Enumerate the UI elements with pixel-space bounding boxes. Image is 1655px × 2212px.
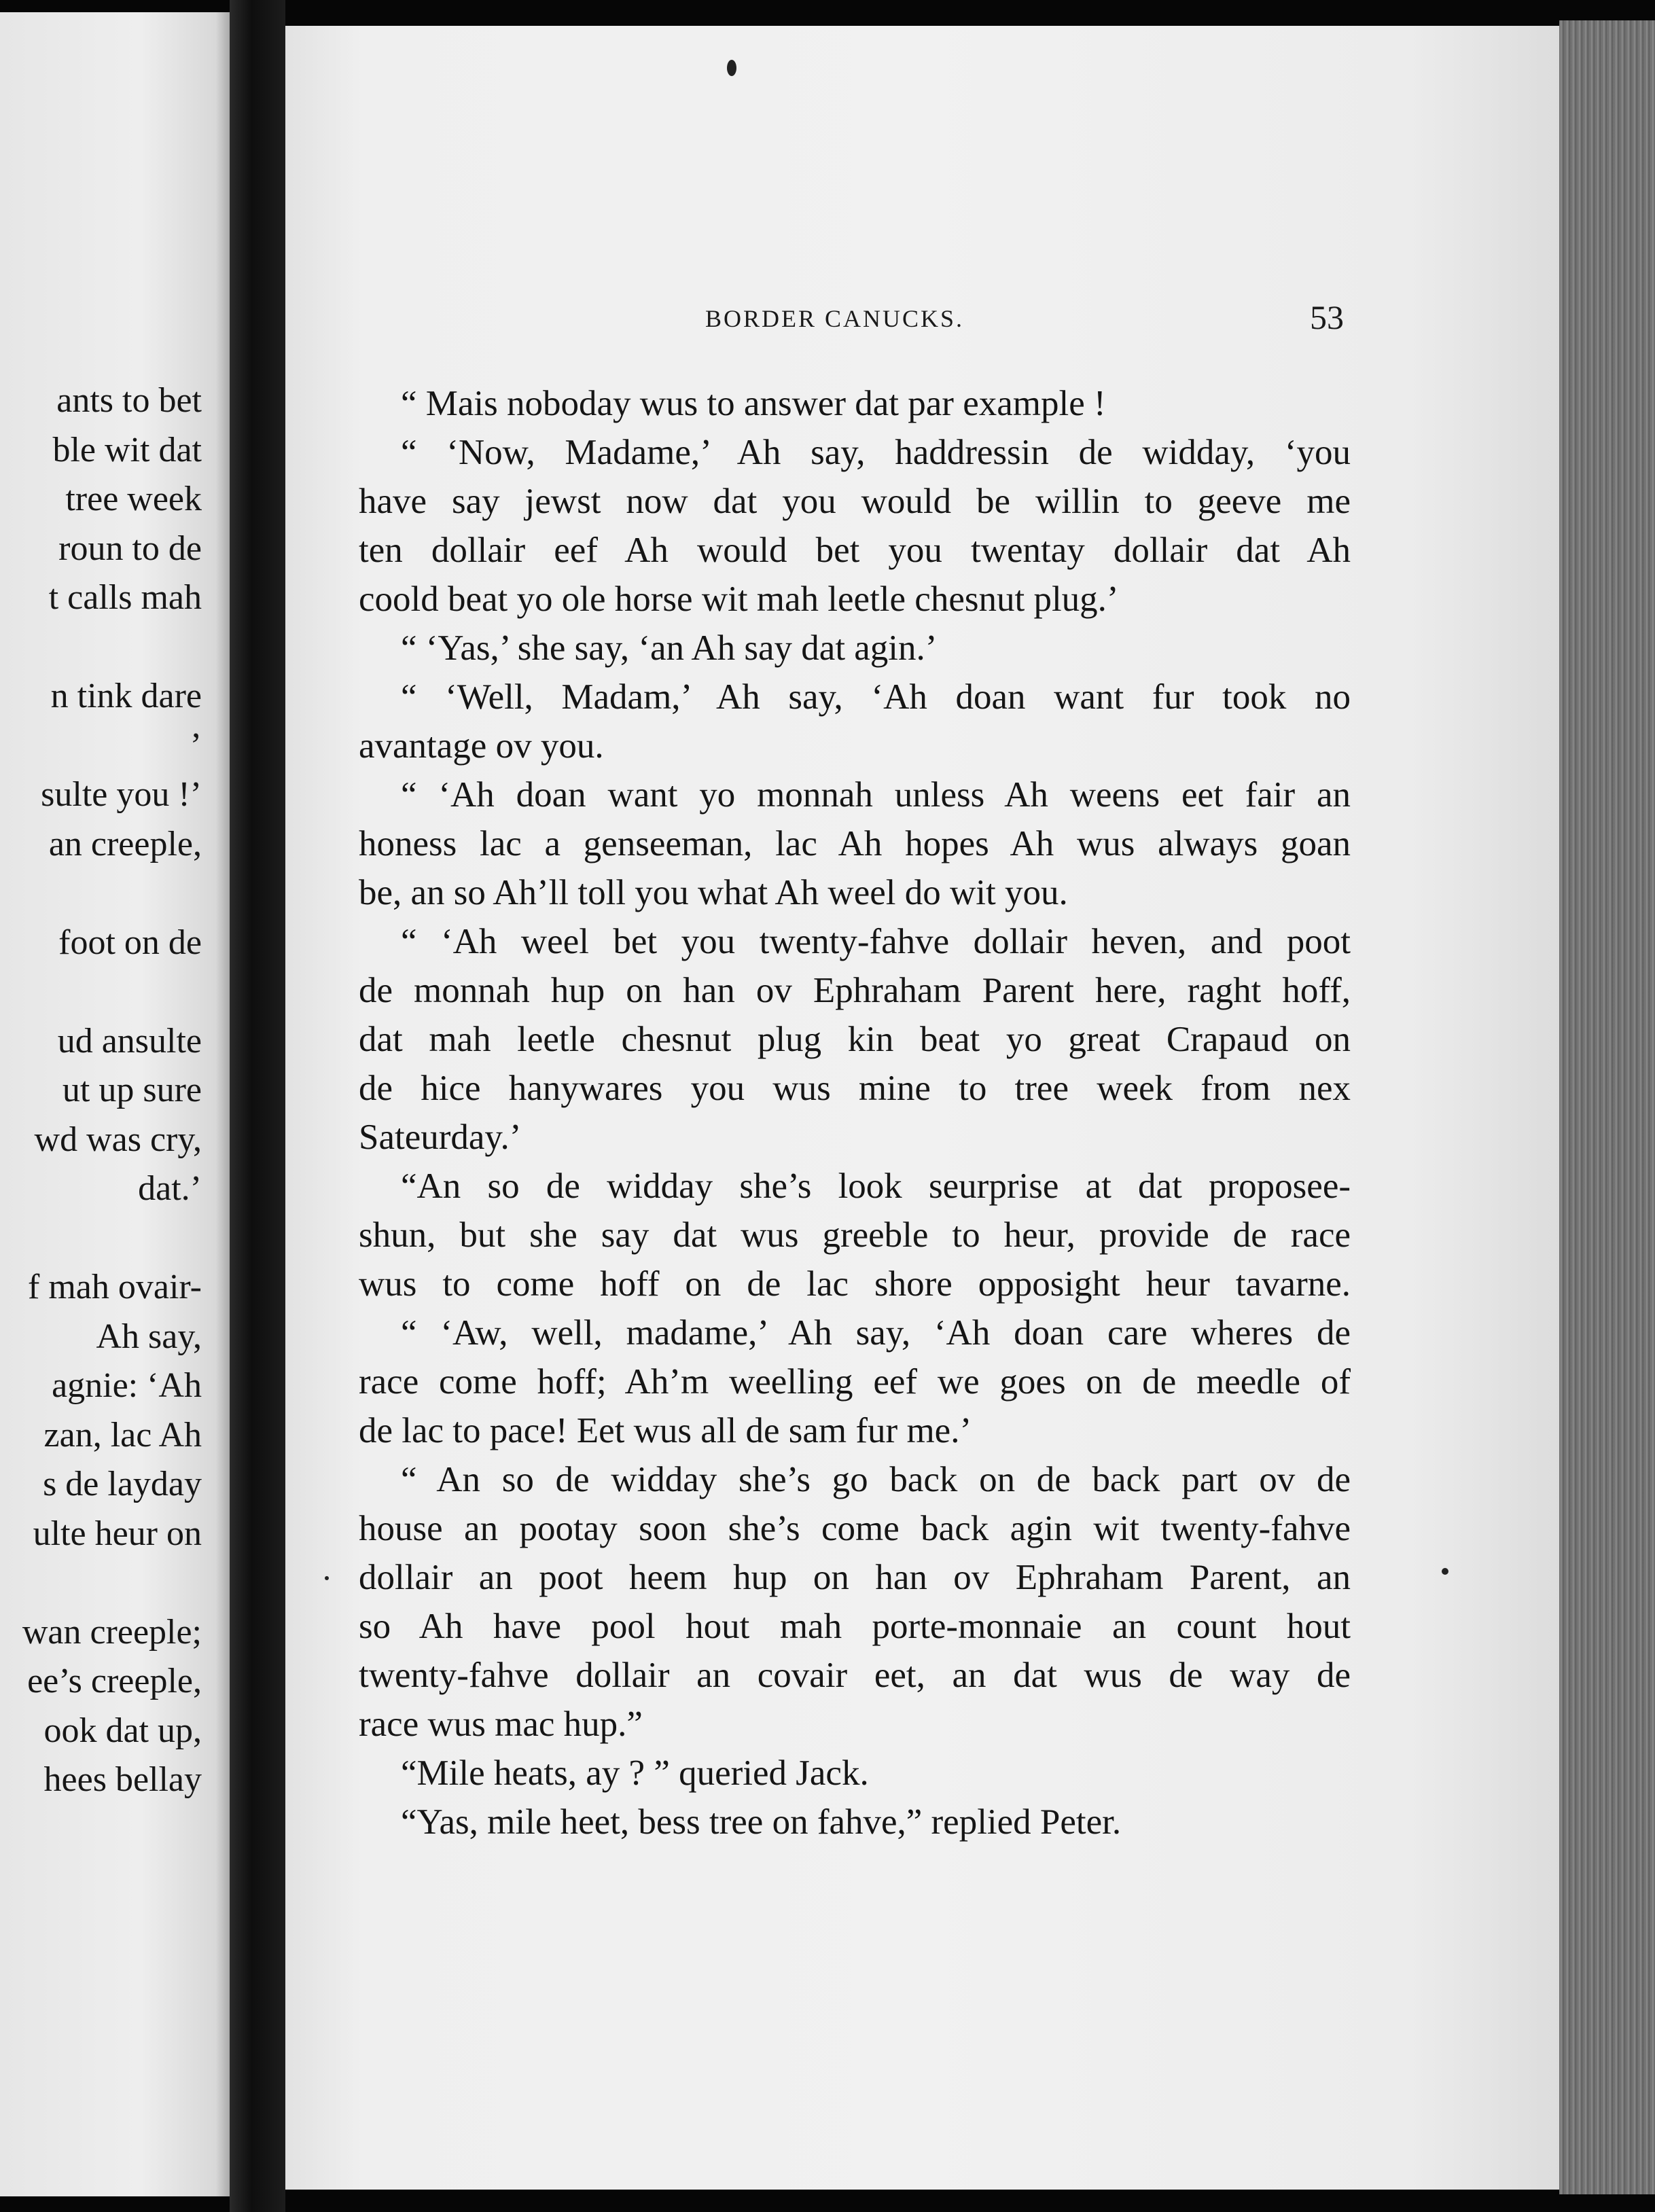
text-line: “ ‘Ah weel bet you twenty-fahve dollair heven, and poot [401, 922, 1351, 961]
text-line: de monnah hup on han ov Ephraham Parent here, raght hoff, [359, 971, 1351, 1010]
facing-text-line: dat.’ [138, 1169, 202, 1208]
text-line: “ ‘Now, Madame,’ Ah say, haddressin de widday, ‘you [401, 433, 1351, 472]
facing-page [0, 12, 234, 2196]
text-line: Sateurday.’ [359, 1118, 522, 1157]
facing-text-line: Ah say, [96, 1317, 202, 1356]
text-line: “ ‘Yas,’ she say, ‘an Ah say dat agin.’ [401, 628, 938, 668]
text-line: honess lac a genseeman, lac Ah hopes Ah wus always goan [359, 824, 1351, 863]
running-head: BORDER CANUCKS. [705, 305, 965, 332]
facing-text-line: n tink dare [50, 677, 202, 715]
text-line: “An so de widday she’s look seurprise at dat proposee- [401, 1166, 1351, 1206]
text-line: de hice hanywares you wus mine to tree week from nex [359, 1069, 1351, 1108]
text-line: coold beat yo ole horse wit mah leetle chesnut plug.’ [359, 579, 1119, 619]
body-text [359, 379, 1351, 1847]
text-line: “ ‘Ah doan want yo monnah unless Ah weens eet fair an [401, 775, 1351, 815]
facing-text-line: ook dat up, [43, 1711, 202, 1750]
text-line: house an pootay soon she’s come back agin wit twenty-fahve [359, 1509, 1351, 1548]
text-line: de lac to pace! Eet wus all de sam fur me.’ [359, 1411, 972, 1450]
text-line: avantage ov you. [359, 726, 604, 766]
text-line: have say jewst now dat you would be willin to geeve me [359, 482, 1351, 521]
facing-text-line: ud ansulte [57, 1021, 202, 1060]
text-line: dollair an poot heem hup on han ov Ephraham Parent, an [359, 1558, 1351, 1597]
facing-text-line: tree week [65, 480, 202, 518]
text-line: “ Mais noboday wus to answer dat par example ! [401, 384, 1106, 423]
facing-text-line: zan, lac Ah [43, 1415, 202, 1455]
text-line: “ An so de widday she’s go back on de back part ov de [401, 1460, 1351, 1499]
text-line: race wus mac hup.” [359, 1705, 643, 1744]
facing-text-line: an creeple, [48, 824, 202, 863]
facing-text-line: ut up sure [62, 1071, 202, 1109]
text-line: race come hoff; Ah’m weelling eef we goes on de meedle of [359, 1362, 1351, 1402]
text-line: so Ah have pool hout mah porte-monnaie an count hout [359, 1607, 1351, 1646]
text-line: be, an so Ah’ll toll you what Ah weel do wit you. [359, 873, 1068, 912]
text-line: ten dollair eef Ah would bet you twentay dollair dat Ah [359, 531, 1351, 570]
facing-text-line: hees bellay [43, 1760, 202, 1799]
facing-text-line: ants to bet [56, 381, 202, 420]
text-line: twenty-fahve dollair an covair eet, an dat wus de way de [359, 1656, 1351, 1695]
facing-text-line: s de layday [43, 1465, 202, 1503]
facing-text-line: ee’s creeple, [27, 1662, 202, 1700]
facing-text-line: f mah ovair- [28, 1268, 202, 1306]
facing-text-line: ble wit dat [52, 430, 202, 469]
facing-text-line: ulte heur on [33, 1514, 202, 1553]
facing-text-line: wan creeple; [22, 1612, 202, 1652]
book-gutter [230, 0, 285, 2212]
ink-speck [325, 1576, 329, 1580]
text-line: dat mah leetle chesnut plug kin beat yo great Crapaud on [359, 1020, 1351, 1059]
ink-speck [1442, 1568, 1448, 1575]
facing-text-line: ’ [190, 726, 202, 765]
facing-text-line: t calls mah [48, 578, 202, 617]
text-line: “ ‘Aw, well, madame,’ Ah say, ‘Ah doan care wheres de [401, 1313, 1351, 1353]
text-line: “Mile heats, ay ? ” queried Jack. [401, 1753, 869, 1793]
text-line: “ ‘Well, Madam,’ Ah say, ‘Ah doan want fur took no [401, 677, 1351, 717]
facing-text-line: roun to de [58, 529, 202, 568]
text-line: wus to come hoff on de lac shore opposight heur tavarne. [359, 1264, 1351, 1304]
facing-text-line: foot on de [58, 923, 202, 962]
text-line: “Yas, mile heet, bess tree on fahve,” replied Peter. [401, 1802, 1122, 1842]
facing-text-line: sulte you !’ [41, 775, 202, 814]
facing-text-line: wd was cry, [34, 1120, 202, 1159]
ink-speck [727, 60, 736, 76]
text-line: shun, but she say dat wus greeble to heur, provide de race [359, 1215, 1351, 1255]
facing-text-line: agnie: ‘Ah [52, 1366, 202, 1405]
page-number: 53 [1310, 298, 1344, 336]
page-edges [1559, 20, 1655, 2194]
